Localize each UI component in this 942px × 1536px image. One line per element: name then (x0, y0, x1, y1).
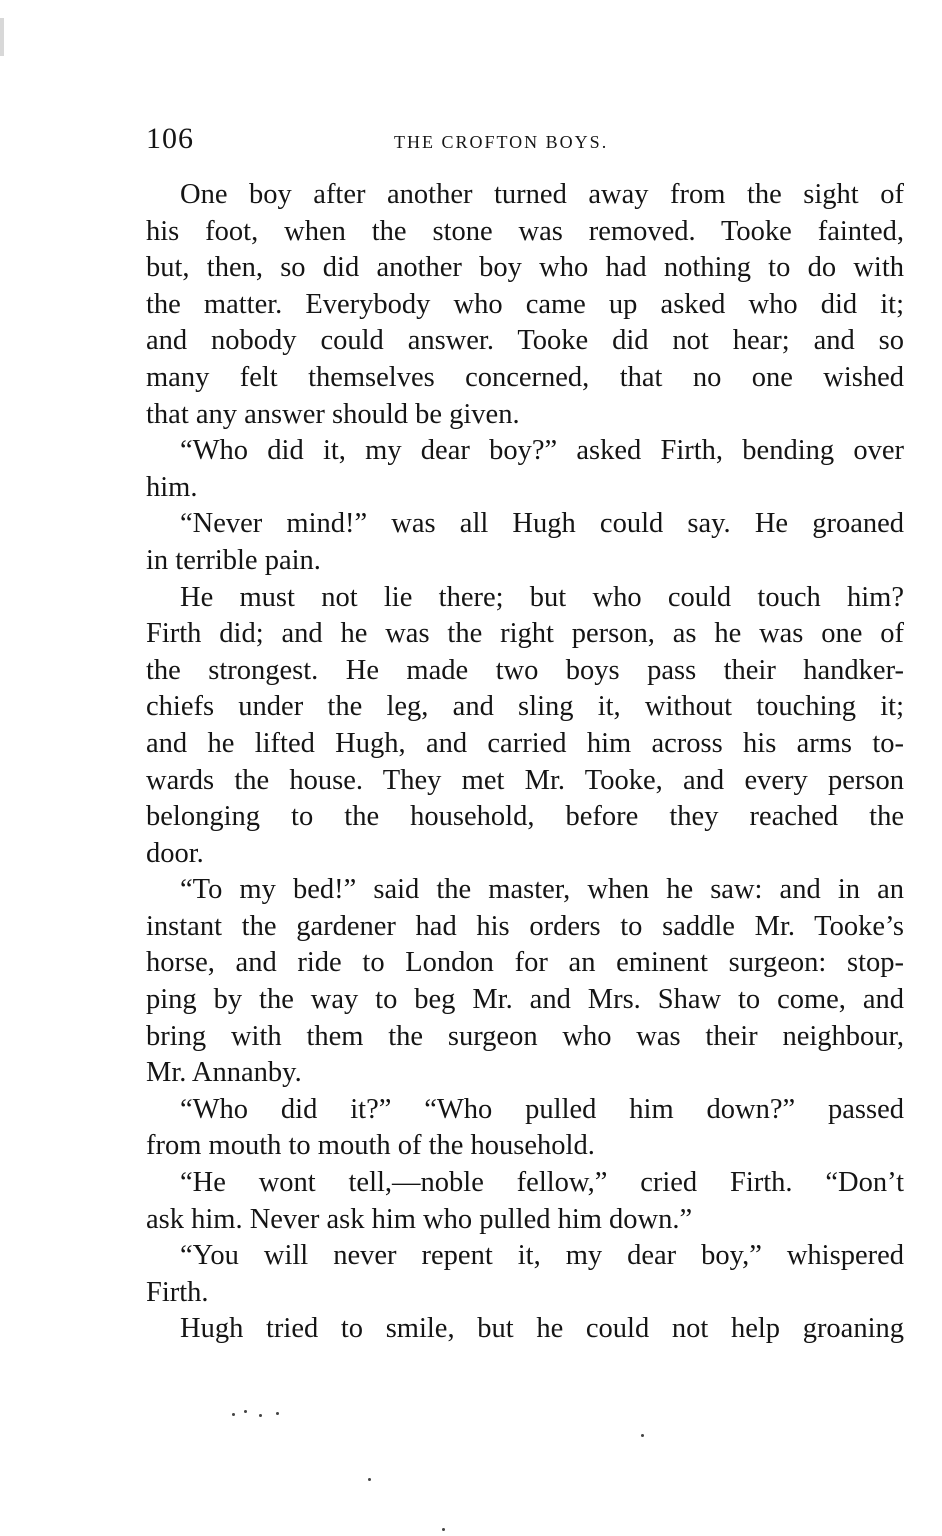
text-line: and he lifted Hugh, and carried him across his arms to- (146, 727, 904, 759)
text-line: He must not lie there; but who could touch him? (180, 581, 904, 613)
text-line: door. (146, 837, 204, 869)
text-line: but, then, so did another boy who had nothing to do with (146, 252, 904, 284)
text-line: that any answer should be given. (146, 398, 520, 430)
text-line: One boy after another turned away from the sight of (180, 179, 904, 210)
page-number: 106 (146, 122, 194, 155)
text-line: “Who did it?” “Who pulled him down?” passed (180, 1093, 904, 1125)
text-line: Hugh tried to smile, but he could not help groaning (180, 1313, 904, 1345)
text-line: horse, and ride to London for an eminent surgeon: stop- (146, 947, 904, 979)
text-line: the matter. Everybody who came up asked who did it; (146, 288, 904, 320)
print-speck (259, 1414, 262, 1417)
text-line: the strongest. He made two boys pass their handker- (146, 654, 904, 686)
text-line: “He wont tell,—noble fellow,” cried Firth. “Don’t (180, 1167, 904, 1199)
print-speck (244, 1410, 247, 1413)
print-speck (276, 1412, 279, 1415)
text-line: ask him. Never ask him who pulled him down.” (146, 1203, 693, 1235)
text-line: wards the house. They met Mr. Tooke, and every person (146, 764, 904, 796)
text-line: “You will never repent it, my dear boy,” whispered (180, 1240, 904, 1272)
print-speck (442, 1528, 445, 1531)
print-speck (368, 1478, 371, 1481)
text-line: chiefs under the leg, and sling it, without touching it; (146, 691, 904, 723)
text-line: Mr. Annanby. (146, 1057, 302, 1089)
text-line: his foot, when the stone was removed. Tooke fainted, (146, 215, 904, 247)
text-line: belonging to the household, before they reached the (146, 801, 904, 833)
text-line: bring with them the surgeon who was their neighbour, (146, 1020, 904, 1052)
text-line: from mouth to mouth of the household. (146, 1130, 595, 1162)
text-line: Firth did; and he was the right person, as he was one of (146, 618, 904, 650)
print-speck (232, 1413, 235, 1416)
text-line: Firth. (146, 1276, 209, 1308)
running-head: THE CROFTON BOYS. (394, 132, 609, 152)
text-line: ping by the way to beg Mr. and Mrs. Shaw to come, and (146, 984, 904, 1016)
text-line: him. (146, 471, 198, 503)
text-line: and nobody could answer. Tooke did not hear; and so (146, 325, 904, 357)
text-line: “Never mind!” was all Hugh could say. He groaned (180, 508, 904, 540)
text-line: many felt themselves concerned, that no one wished (146, 361, 904, 393)
text-line: “Who did it, my dear boy?” asked Firth, bending over (180, 435, 904, 467)
text-line: in terrible pain. (146, 544, 321, 576)
text-line: “To my bed!” said the master, when he saw: and in an (180, 874, 904, 906)
text-line: instant the gardener had his orders to saddle Mr. Tooke’s (146, 910, 904, 942)
print-speck (641, 1434, 644, 1437)
